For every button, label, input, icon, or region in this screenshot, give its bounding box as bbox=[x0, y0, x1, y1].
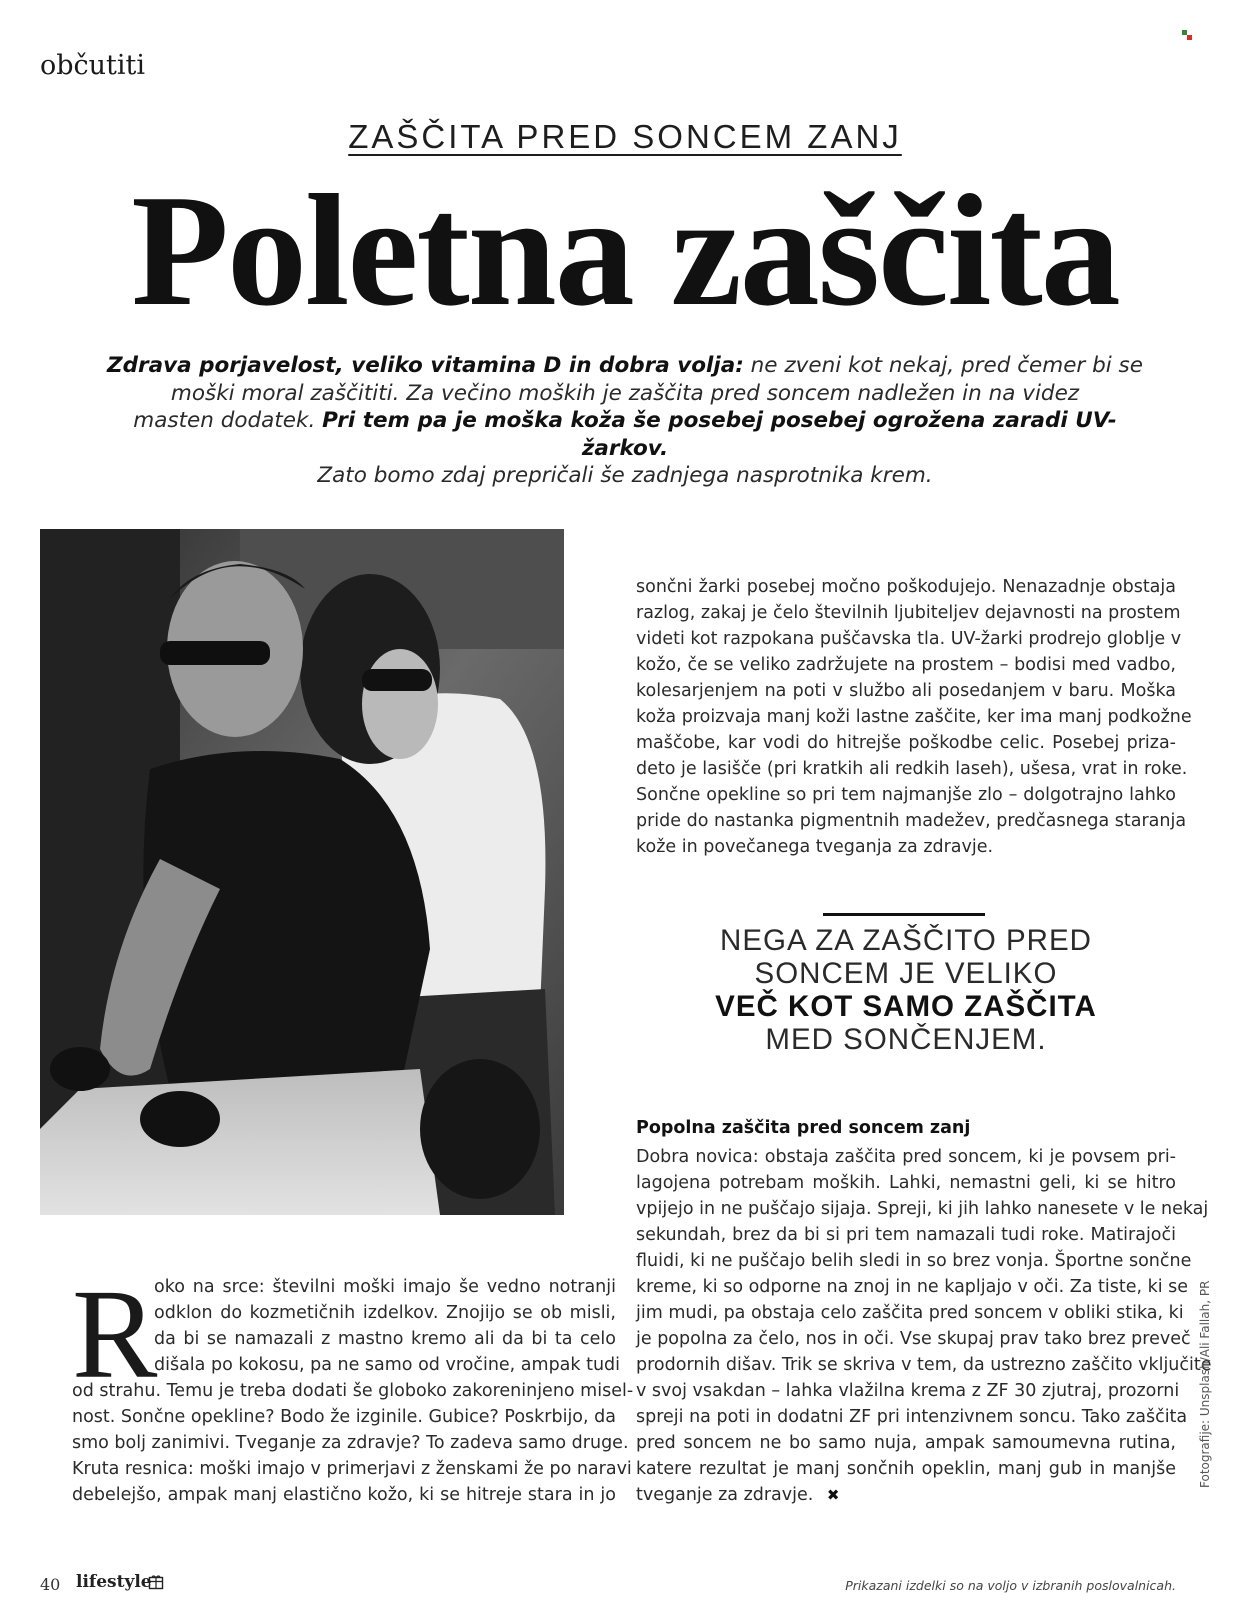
text-line: Kruta resnica: moški imajo v primerjavi z ženskami že po naravi bbox=[72, 1459, 632, 1479]
page-title: Poletna zaščita bbox=[131, 161, 1119, 339]
text-line: odklon do kozmetičnih izdelkov. Znojijo se ob misli, bbox=[154, 1303, 616, 1323]
text-line: videti kot razpokana puščavska tla. UV-žarki prodrejo globlje v bbox=[636, 629, 1182, 649]
text-line: debelejšo, ampak manj elastično kožo, ki se hitreje stara in jo bbox=[72, 1485, 616, 1505]
text-line: Sončne opekline so pri tem najmanjše zlo – dolgotrajno lahko bbox=[636, 785, 1176, 805]
article-photo bbox=[40, 529, 564, 1215]
page-number: 40 bbox=[40, 1575, 61, 1594]
text-line: lagojena potrebam moških. Lahki, nemastni geli, ki se hitro bbox=[636, 1173, 1176, 1193]
end-mark-icon: ✖ bbox=[826, 1486, 840, 1504]
color-squares-icon bbox=[1182, 30, 1192, 40]
footnote: Prikazani izdelki so na voljo v izbranih poslovalnicah. bbox=[845, 1578, 1176, 1593]
kicker: ZAŠČITA PRED SONCEM ZANJ bbox=[348, 118, 902, 155]
text-line: tveganje za zdravje. ✖ bbox=[636, 1485, 840, 1505]
text-line: fluidi, ki ne puščajo belih sledi in so brez vonja. Športne sončne bbox=[636, 1251, 1192, 1271]
text-line: pride do nastanka pigmentnih madežev, predčasnega staranja bbox=[636, 811, 1187, 831]
text-line: nost. Sončne opekline? Bodo že izginile. Gubice? Poskrbijo, da bbox=[72, 1407, 616, 1427]
text-line: prodornih dišav. Trik se skriva v tem, da ustrezno zaščito vključite bbox=[636, 1355, 1212, 1375]
gift-icon bbox=[148, 1574, 164, 1590]
photo-credit: Fotografije: Unsplash/Ali Fallah, PR bbox=[1198, 1280, 1212, 1488]
quote-rule bbox=[823, 913, 985, 916]
text-line: Dobra novica: obstaja zaščita pred soncem, ki je povsem pri- bbox=[636, 1147, 1176, 1167]
text-line: koža proizvaja manj koži lastne zaščite, ker ima manj podkožne bbox=[636, 707, 1192, 727]
body-column-left bbox=[72, 1263, 634, 1508]
text-line: sekundah, brez da bi si pri tem namazali tudi roke. Matirajoči bbox=[636, 1225, 1176, 1245]
text-line: jim mudi, pa obstaja celo zaščita pred soncem v obliki stika, ki bbox=[636, 1303, 1184, 1323]
text-line: maščobe, kar vodi do hitrejše poškodbe celic. Posebej priza- bbox=[636, 733, 1176, 753]
drop-cap: R bbox=[72, 1263, 158, 1405]
subheading: Popolna zaščita pred soncem zanj bbox=[636, 1118, 971, 1138]
text-line: spreji na poti in dodatni ZF pri intenzivnem soncu. Tako zaščita bbox=[636, 1407, 1188, 1427]
text-line: oko na srce: številni moški imajo še vedno notranji bbox=[154, 1277, 616, 1297]
text-line: od strahu. Temu je treba dodati še globoko zakoreninjeno misel- bbox=[72, 1381, 634, 1401]
section-label: občutiti bbox=[40, 50, 146, 81]
text-line: da bi se namazali z mastno kremo ali da bi ta celo bbox=[154, 1329, 616, 1349]
text-line: kožo, če se veliko zadržujete na prostem – bodisi med vadbo, bbox=[636, 655, 1176, 675]
brand-name: lifestyle bbox=[76, 1572, 152, 1592]
lead-paragraph: Zdrava porjavelost, veliko vitamina D in dobra volja: ne zveni kot nekaj, pred čemer bi se moški moral zaščititi. Za večino moških je zaščita pred soncem nadležen in na videz masten dodatek. Pri tem pa je moška koža še posebej posebej ogrožena zaradi UV-žarkov. Zato bomo zdaj prepričali še zadnjega nasprotnika krem. bbox=[106, 353, 1143, 488]
text-line: kreme, ki so odporne na znoj in ne kapljajo v oči. Za tiste, ki se bbox=[636, 1277, 1189, 1297]
text-line: razlog, zakaj je čelo številnih ljubiteljev dejavnosti na prostem bbox=[636, 603, 1181, 623]
text-line: smo bolj zanimivi. Tveganje za zdravje? To zadeva samo druge. bbox=[72, 1433, 629, 1453]
text-line: je popolna za čelo, nos in oči. Vse skupaj prav tako brez preveč bbox=[636, 1329, 1191, 1349]
text-line: kolesarjenjem na poti v službo ali posedanjem v baru. Moška bbox=[636, 681, 1176, 701]
text-line: kože in povečanega tveganja za zdravje. bbox=[636, 837, 994, 857]
body-column-right-top bbox=[636, 574, 1192, 860]
text-line: dišala po kokosu, pa ne samo od vročine, ampak tudi bbox=[154, 1355, 621, 1375]
text-line: sončni žarki posebej močno poškodujejo. Nenazadnje obstaja bbox=[636, 577, 1176, 597]
text-line: katere rezultat je manj sončnih opeklin, manj gub in manjše bbox=[636, 1459, 1176, 1479]
text-line: deto je lasišče (pri kratkih ali redkih laseh), ušesa, vrat in roke. bbox=[636, 759, 1188, 779]
text-line: vpijejo in ne puščajo sijaja. Spreji, ki jih lahko nanesete v le nekaj bbox=[636, 1199, 1209, 1219]
pull-quote: NEGA ZA ZAŠČITO PRED SONCEM JE VELIKO VEČ KOT SAMO ZAŠČITA MED SONČENJEM. bbox=[715, 924, 1097, 1056]
text-line: pred soncem ne bo samo nuja, ampak samoumevna rutina, bbox=[636, 1433, 1176, 1453]
text-line: v svoj vsakdan – lahka vlažilna krema z ZF 30 zjutraj, prozorni bbox=[636, 1381, 1180, 1401]
